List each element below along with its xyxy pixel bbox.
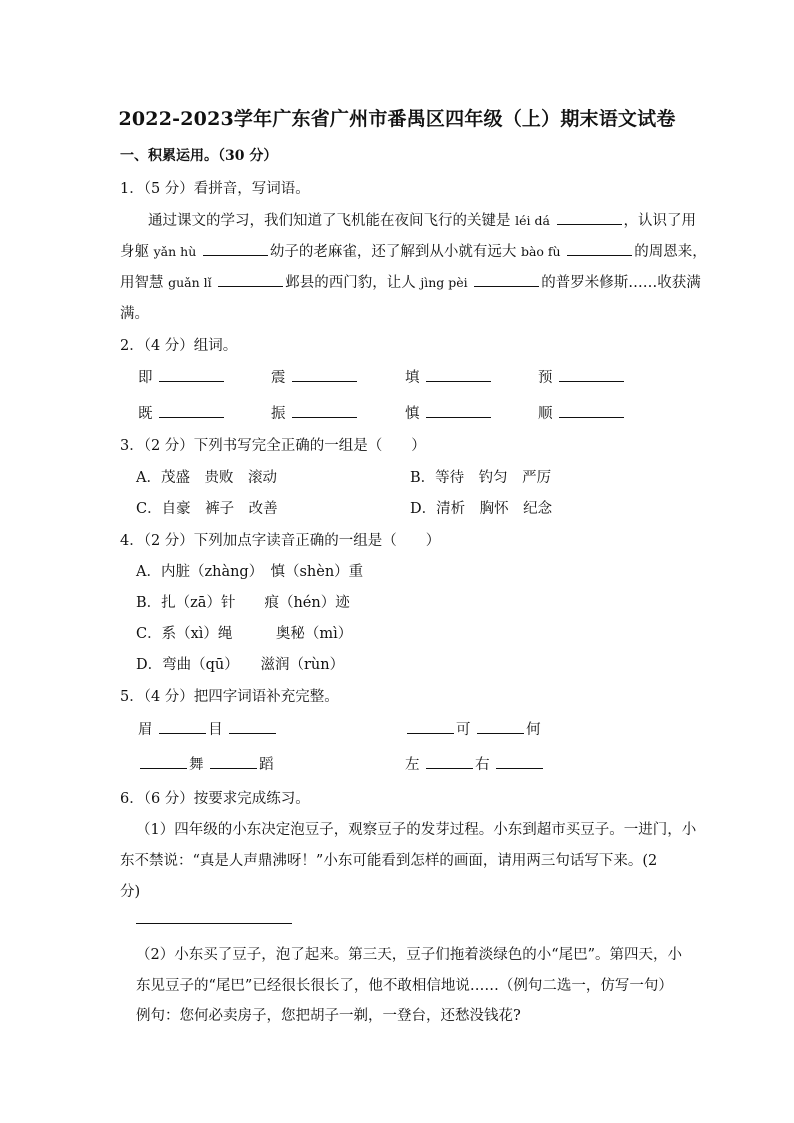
q5-idiom: 舞 蹈 [138,753,274,774]
answer-blank[interactable] [567,254,632,256]
answer-blank[interactable] [140,767,187,769]
q5-idiom: 可 何 [405,718,541,739]
answer-blank[interactable] [426,416,491,418]
q6-part2-line-2: 东见豆子的“尾巴”已经很长很长了，他不敢相信地说……（例句二选一，仿写一句） [136,978,673,994]
answer-blank[interactable] [292,416,357,418]
q2-heading: 2．（4 分）组词。 [120,338,238,354]
q1-line-3: 用智慧 guǎn lǐ 邺县的西门豹，让人 jìng pèi 的普罗米修斯……收获满 [120,275,701,291]
answer-blank[interactable] [559,380,624,382]
answer-blank[interactable] [474,285,539,287]
answer-blank[interactable] [407,732,454,734]
q6-heading: 6．（6 分）按要求完成练习。 [120,791,310,807]
answer-blank[interactable] [426,380,491,382]
answer-blank[interactable] [159,732,206,734]
pinyin: yǎn hù [153,244,197,259]
q5-idiom: 眉 目 [138,718,278,739]
answer-blank[interactable] [210,767,257,769]
q2-item: 慎 [405,402,493,423]
q5-heading: 5．（4 分）把四字词语补充完整。 [120,689,339,705]
answer-blank[interactable] [229,732,276,734]
q1-heading: 1．（5 分）看拼音，写词语。 [120,181,310,197]
q2-item: 填 [405,366,493,387]
q6-part1-line-2: 东不禁说：“真是人声鼎沸呀！”小东可能看到怎样的画面，请用两三句话写下来。(2 [120,853,658,869]
pinyin: guǎn lǐ [168,275,212,290]
q6-part2-line-1: （2）小东买了豆子，泡了起来。第三天，豆子们拖着淡绿色的小“尾巴”。第四天，小 [136,947,683,963]
q6-part1-line-3: 分) [120,884,141,900]
q4-heading: 4．（2 分）下列加点字读音正确的一组是（ ） [120,533,441,549]
q3-option-b[interactable]: B．等待 钓匀 严厉 [410,470,552,486]
q2-item: 预 [538,366,626,387]
q2-item: 既 [138,402,226,423]
q3-heading: 3．（2 分）下列书写完全正确的一组是（ ） [120,438,426,454]
answer-blank[interactable] [218,285,283,287]
answer-blank[interactable] [477,732,524,734]
q1-line-4: 满。 [120,306,149,322]
answer-blank[interactable] [559,416,624,418]
page-title: 2022-2023学年广东省广州市番禺区四年级（上）期末语文试卷 [118,108,676,130]
section-heading: 一、积累运用。（30 分） [120,148,278,164]
q4-option-b[interactable]: B．扎（zā）针 痕（hén）迹 [136,595,350,611]
q3-option-d[interactable]: D．清析 胸怀 纪念 [410,501,553,517]
q2-item: 振 [271,402,359,423]
q4-option-d[interactable]: D．弯曲（qū） 滋润（rùn） [136,657,345,673]
q6-example: 例句：您何必卖房子，您把胡子一剃，一登台，还愁没钱花? [136,1008,521,1024]
q1-line-1: 通过课文的学习，我们知道了飞机能在夜间飞行的关键是 léi dá ，认识了用 [148,213,697,229]
q3-option-c[interactable]: C．自豪 裤子 改善 [136,501,278,517]
answer-line[interactable] [136,923,292,924]
answer-blank[interactable] [159,416,224,418]
answer-blank[interactable] [203,254,268,256]
answer-blank[interactable] [292,380,357,382]
q4-option-a[interactable]: A．内脏（zhàng） 慎（shèn）重 [136,564,364,580]
q3-option-a[interactable]: A．茂盛 贵败 滚动 [136,470,277,486]
answer-blank[interactable] [159,380,224,382]
answer-blank[interactable] [426,767,473,769]
pinyin: bào fù [520,244,561,259]
q5-idiom: 左 右 [405,753,545,774]
q2-item: 顺 [538,402,626,423]
answer-blank[interactable] [496,767,543,769]
q2-item: 震 [271,366,359,387]
q6-part1-line-1: （1）四年级的小东决定泡豆子，观察豆子的发芽过程。小东到超市买豆子。一进门，小 [136,822,697,838]
q2-item: 即 [138,366,226,387]
q1-line-2: 身躯 yǎn hù 幼子的老麻雀，还了解到从小就有远大 bào fù 的周恩来， [120,244,707,260]
answer-blank[interactable] [557,223,622,225]
pinyin: jìng pèi [420,275,468,290]
pinyin: léi dá [515,213,550,228]
q4-option-c[interactable]: C．系（xì）绳 奥秘（mì） [136,626,353,642]
